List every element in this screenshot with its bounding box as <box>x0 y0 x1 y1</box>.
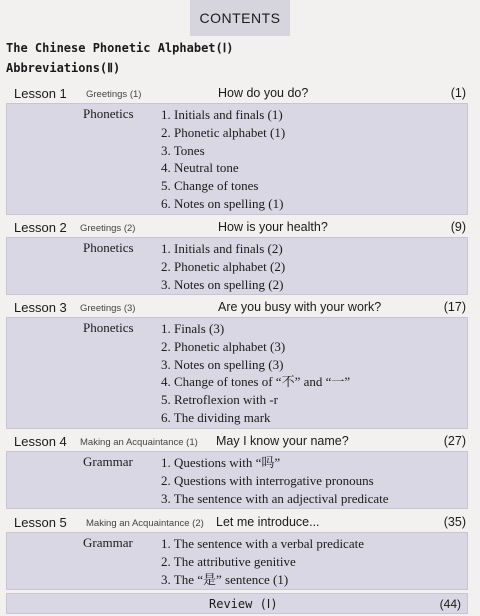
list-item: 3. The “是” sentence (1) <box>161 571 289 587</box>
lesson-title: Are you busy with your work? <box>218 300 382 314</box>
review-page: (44) <box>439 597 461 611</box>
list-item: 3. The sentence with an adjectival predicate <box>161 490 389 506</box>
contents-header <box>190 0 290 36</box>
lesson-2-heading[interactable] <box>0 218 480 238</box>
list-item: 1. Initials and finals (1) <box>161 107 283 122</box>
review-label: Review (Ⅰ) <box>209 597 278 611</box>
list-item: 5. Retroflexion with -r <box>161 392 278 408</box>
lesson-2-content <box>6 237 468 295</box>
topic-list <box>161 106 285 213</box>
lesson-5-content <box>6 532 468 590</box>
section-label: Grammar <box>83 454 133 469</box>
lesson-category: Greetings (1) <box>86 89 142 100</box>
topic-list <box>161 320 350 427</box>
topic-list <box>161 240 285 293</box>
list-item: 4. Change of tones of “不” and “一” <box>161 374 351 390</box>
list-item: 2. Phonetic alphabet (2) <box>161 258 286 274</box>
list-item: 2. Questions with interrogative pronouns <box>161 472 374 488</box>
lesson-4-heading[interactable] <box>0 432 480 452</box>
list-item: 2. Phonetic alphabet (3) <box>161 338 286 354</box>
lesson-number: Lesson 4 <box>14 434 67 449</box>
list-item: 1. Initials and finals (2) <box>161 241 283 256</box>
section-label: Grammar <box>83 535 133 550</box>
lesson-category: Making an Acquaintance (2) <box>86 518 204 529</box>
lesson-1-heading[interactable] <box>0 84 480 104</box>
review-entry[interactable] <box>6 593 468 614</box>
lesson-page: (17) <box>443 300 466 314</box>
lesson-number: Lesson 1 <box>14 86 67 101</box>
list-item: 6. Notes on spelling (1) <box>161 195 284 211</box>
lesson-5-heading[interactable] <box>0 513 480 533</box>
list-item: 6. The dividing mark <box>161 409 271 425</box>
list-item: 1. Finals (3) <box>161 321 225 336</box>
lesson-number: Lesson 2 <box>14 220 67 235</box>
lesson-1-content <box>6 103 468 215</box>
lesson-title: How do you do? <box>218 86 309 100</box>
list-item: 3. Notes on spelling (3) <box>161 356 284 372</box>
lesson-title: Let me introduce... <box>216 515 320 529</box>
list-item: 1. Questions with “吗” <box>161 455 281 470</box>
section-label: Phonetics <box>83 320 134 335</box>
lesson-title: May I know your name? <box>216 434 349 448</box>
list-item: 2. The attributive genitive <box>161 553 296 569</box>
lesson-category: Making an Acquaintance (1) <box>80 437 198 448</box>
preface-entry-phonetic-alphabet[interactable]: The Chinese Phonetic Alphabet(Ⅰ) <box>6 41 234 55</box>
list-item: 5. Change of tones <box>161 178 259 194</box>
lesson-category: Greetings (3) <box>80 303 136 314</box>
lesson-page: (35) <box>443 515 466 529</box>
lesson-number: Lesson 5 <box>14 515 67 530</box>
section-label: Phonetics <box>83 240 134 255</box>
topic-list <box>161 454 389 507</box>
lesson-page: (1) <box>450 86 466 100</box>
lesson-3-content <box>6 317 468 429</box>
list-item: 3. Notes on spelling (2) <box>161 276 284 292</box>
lesson-3-heading[interactable] <box>0 298 480 318</box>
list-item: 3. Tones <box>161 142 205 158</box>
lesson-category: Greetings (2) <box>80 223 136 234</box>
preface-entry-abbreviations[interactable]: Abbreviations(Ⅱ) <box>6 61 121 75</box>
lesson-page: (27) <box>443 434 466 448</box>
page-title: CONTENTS <box>199 10 281 26</box>
lesson-title: How is your health? <box>218 220 328 234</box>
topic-list <box>161 535 364 588</box>
list-item: 4. Neutral tone <box>161 160 239 176</box>
section-label: Phonetics <box>83 106 134 121</box>
lesson-number: Lesson 3 <box>14 300 67 315</box>
list-item: 2. Phonetic alphabet (1) <box>161 124 286 140</box>
lesson-page: (9) <box>450 220 466 234</box>
lesson-4-content <box>6 451 468 509</box>
list-item: 1. The sentence with a verbal predicate <box>161 536 364 551</box>
